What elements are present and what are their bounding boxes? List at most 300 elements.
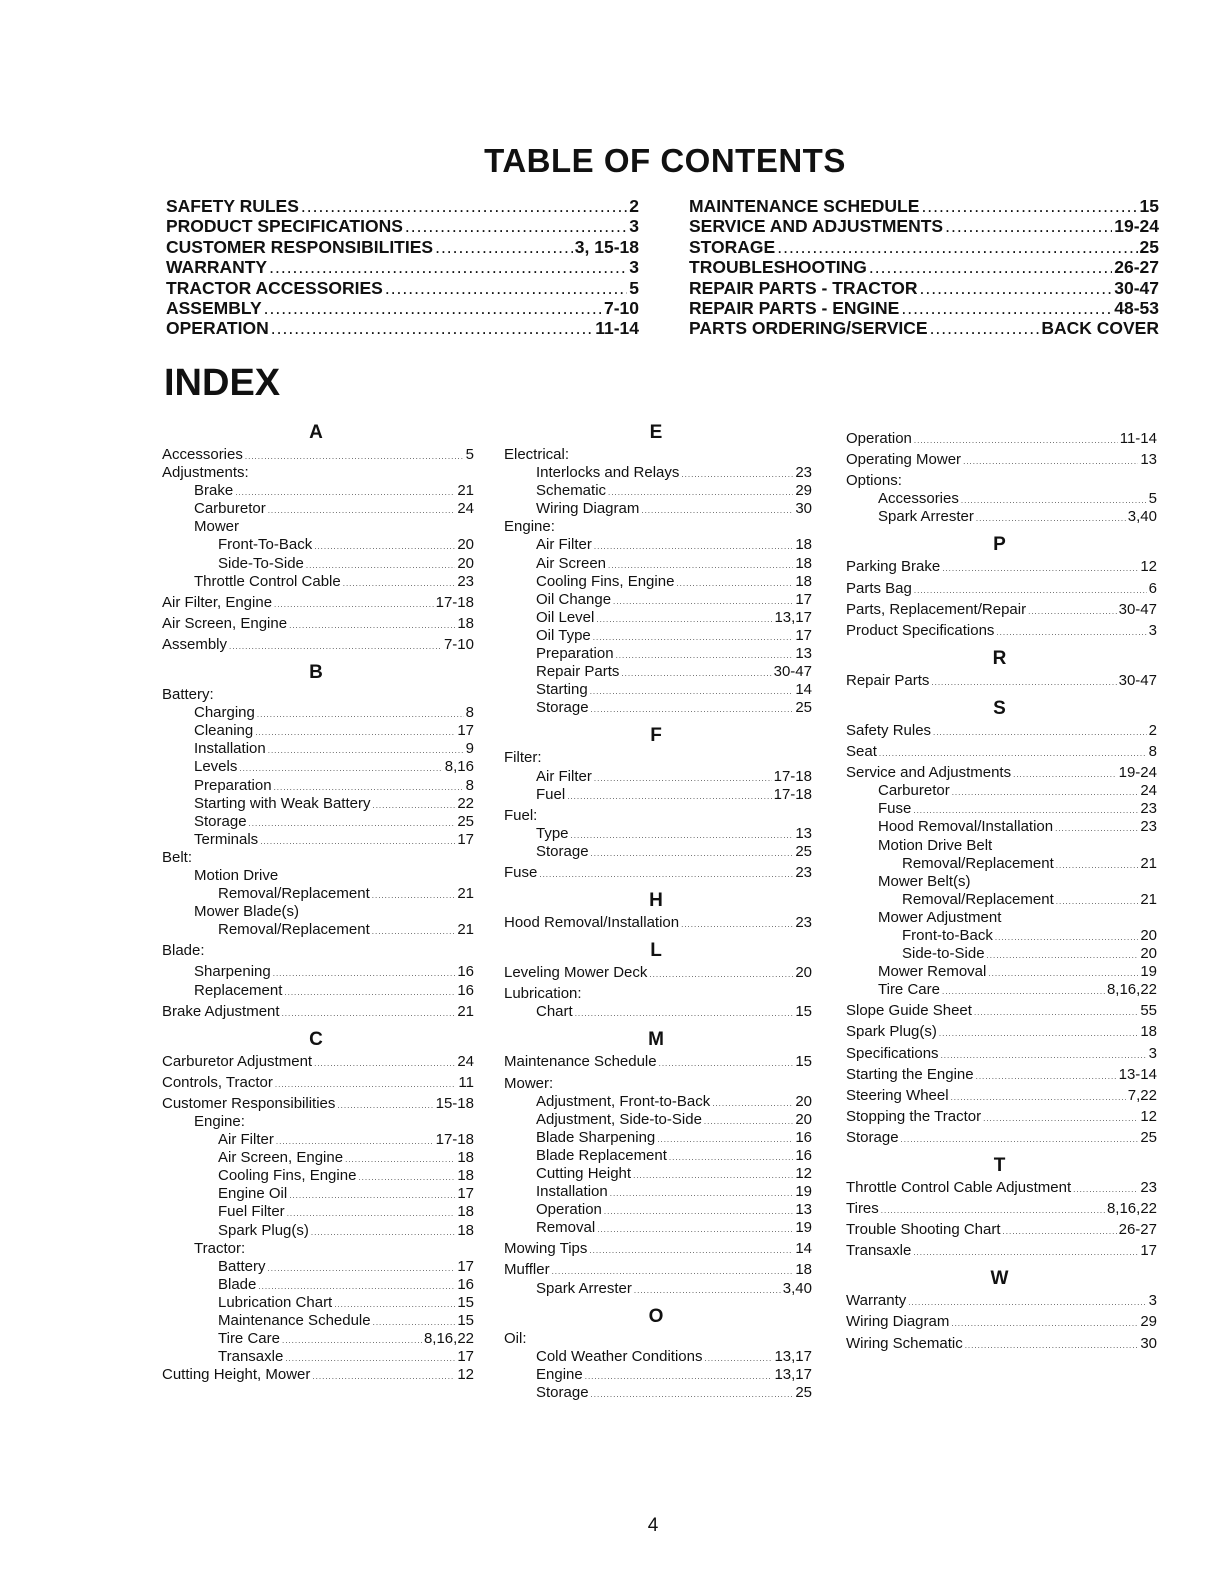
index-entry-label: Mower Blade(s) bbox=[194, 903, 300, 921]
index-entry bbox=[158, 942, 474, 960]
dot-leader bbox=[571, 825, 794, 842]
index-entry bbox=[158, 758, 474, 776]
index-entry-page: 13 bbox=[1140, 451, 1157, 469]
dot-leader bbox=[334, 1294, 455, 1311]
index-entry-label: Side-To-Side bbox=[218, 554, 304, 572]
index-entry bbox=[158, 885, 474, 903]
index-entry bbox=[842, 1200, 1157, 1218]
index-entry bbox=[842, 873, 1157, 891]
index-entry-label: Spark Arrester bbox=[878, 508, 974, 526]
dot-leader bbox=[1073, 1179, 1138, 1196]
index-entry-label: Engine: bbox=[504, 518, 555, 536]
dot-leader bbox=[372, 921, 456, 938]
index-entry-label: Fuel bbox=[536, 785, 566, 803]
index-entry bbox=[158, 573, 474, 591]
dot-leader bbox=[681, 464, 793, 481]
dot-leader bbox=[385, 278, 627, 299]
index-entry-label: Starting with Weak Battery bbox=[194, 794, 371, 812]
index-entry-label: Blade: bbox=[162, 942, 205, 960]
index-entry bbox=[500, 1183, 812, 1201]
index-entry-label: Cold Weather Conditions bbox=[536, 1347, 703, 1365]
index-letter-heading: M bbox=[648, 1029, 664, 1051]
dot-leader bbox=[435, 237, 573, 258]
index-entry-page: 17 bbox=[1140, 1242, 1157, 1260]
dot-leader bbox=[961, 490, 1147, 507]
toc-entry-label: STORAGE bbox=[689, 236, 776, 257]
toc-entry bbox=[689, 278, 1159, 298]
index-entry-page: 30 bbox=[1140, 1334, 1157, 1352]
index-entry-page: 16 bbox=[795, 1128, 812, 1146]
index-entry-label: Removal/Replacement bbox=[902, 890, 1054, 908]
dot-leader bbox=[996, 622, 1146, 639]
index-entry-label: Service and Adjustments bbox=[846, 764, 1012, 782]
index-entry-label: Schematic bbox=[536, 482, 607, 500]
index-entry-page: 16 bbox=[457, 981, 474, 999]
dot-leader bbox=[939, 1023, 1138, 1040]
index-entry bbox=[842, 672, 1157, 690]
dot-leader bbox=[257, 704, 464, 721]
dot-leader bbox=[974, 1002, 1138, 1019]
index-entry-page: 25 bbox=[795, 1383, 812, 1401]
index-entry bbox=[158, 1053, 474, 1071]
index-letter-heading: L bbox=[650, 940, 662, 962]
index-entry-label: Battery: bbox=[162, 686, 214, 704]
toc-entry-page: 15 bbox=[1139, 196, 1159, 216]
index-entry bbox=[500, 914, 812, 932]
dot-leader bbox=[633, 1165, 793, 1182]
index-entry-page: 17 bbox=[457, 1348, 474, 1366]
toc-entry-page: 5 bbox=[629, 277, 639, 298]
toc-right-column bbox=[689, 196, 1159, 339]
index-entry bbox=[842, 909, 1157, 927]
index-entry-label: Chart bbox=[536, 1003, 573, 1021]
index-entry-page: 25 bbox=[795, 842, 812, 860]
dot-leader bbox=[610, 1183, 794, 1200]
index-entry-page: 2 bbox=[1148, 721, 1157, 739]
index-title: INDEX bbox=[164, 362, 281, 404]
dot-leader bbox=[285, 1348, 455, 1365]
index-letter-heading: E bbox=[649, 422, 663, 443]
index-entry-label: Wiring Schematic bbox=[846, 1334, 963, 1352]
index-entry-label: Preparation bbox=[194, 776, 272, 794]
index-entry bbox=[500, 843, 812, 861]
dot-leader bbox=[1055, 818, 1138, 835]
dot-leader bbox=[245, 446, 464, 463]
index-entry-page: 23 bbox=[795, 464, 812, 482]
index-entry-label: Electrical: bbox=[504, 446, 570, 463]
dot-leader bbox=[268, 1258, 456, 1275]
toc-entry bbox=[689, 196, 1159, 216]
dot-leader bbox=[901, 1129, 1139, 1146]
index-entry bbox=[842, 1023, 1157, 1041]
index-entry bbox=[500, 699, 812, 717]
index-entry bbox=[842, 1179, 1157, 1197]
toc-entry-label: REPAIR PARTS - ENGINE bbox=[689, 297, 900, 318]
index-entry bbox=[500, 1093, 812, 1111]
index-entry-page: 3 bbox=[1148, 621, 1157, 639]
index-entry-page: 15 bbox=[457, 1312, 474, 1330]
index-entry-page: 22 bbox=[457, 794, 474, 812]
index-entry bbox=[158, 500, 474, 518]
index-entry-page: 13 bbox=[795, 1201, 812, 1219]
index-entry bbox=[158, 795, 474, 813]
index-entry-label: Engine: bbox=[194, 1113, 245, 1130]
index-entry-label: Accessories bbox=[162, 446, 243, 463]
index-entry bbox=[158, 1095, 474, 1113]
index-entry bbox=[158, 704, 474, 722]
index-entry bbox=[158, 518, 474, 536]
dot-leader bbox=[239, 758, 442, 775]
dot-leader bbox=[268, 500, 456, 517]
index-entry bbox=[842, 743, 1157, 761]
index-entry-page: 24 bbox=[457, 500, 474, 518]
index-entry-label: Air Filter bbox=[218, 1131, 274, 1149]
index-entry-page: 18 bbox=[457, 614, 474, 632]
toc-entry-page: 3 bbox=[629, 257, 639, 278]
index-entry-label: Spark Arrester bbox=[536, 1279, 632, 1297]
index-entry-page: 55 bbox=[1140, 1002, 1157, 1020]
dot-leader bbox=[942, 981, 1105, 998]
index-entry-page: 3,40 bbox=[782, 1279, 812, 1297]
index-entry bbox=[500, 964, 812, 982]
dot-leader bbox=[594, 536, 793, 553]
index-entry-label: Storage bbox=[846, 1128, 899, 1146]
index-entry-page: 13 bbox=[795, 824, 812, 842]
index-letter-heading: F bbox=[650, 725, 662, 747]
dot-leader bbox=[951, 1313, 1138, 1330]
index-entry bbox=[500, 825, 812, 843]
index-entry-page: 6 bbox=[1148, 579, 1157, 597]
index-entry-page: 12 bbox=[795, 1165, 812, 1182]
dot-leader bbox=[649, 964, 793, 981]
index-entry bbox=[158, 1167, 474, 1185]
index-entry-page: 30-47 bbox=[1118, 671, 1157, 689]
index-entry-label: Starting the Engine bbox=[846, 1065, 974, 1083]
index-entry bbox=[500, 1053, 812, 1071]
index-entry-label: Blade Replacement bbox=[536, 1146, 667, 1164]
index-entry bbox=[842, 490, 1157, 508]
index-entry-label: Motion Drive Belt bbox=[878, 836, 993, 854]
index-entry-page: 25 bbox=[1140, 1128, 1157, 1146]
index-entry-page: 18 bbox=[795, 536, 812, 554]
index-entry-page: 21 bbox=[1140, 854, 1157, 872]
index-entry-label: Muffler bbox=[504, 1261, 550, 1279]
index-entry-page: 18 bbox=[795, 1261, 812, 1279]
index-entry-label: Operation bbox=[846, 430, 912, 447]
index-entry bbox=[842, 1313, 1157, 1331]
dot-leader bbox=[589, 1240, 793, 1257]
index-entry bbox=[500, 1075, 812, 1093]
dot-leader bbox=[913, 800, 1138, 817]
dot-leader bbox=[268, 740, 464, 757]
index-entry bbox=[500, 663, 812, 681]
index-entry-page: 20 bbox=[795, 964, 812, 982]
index-entry-page: 18 bbox=[457, 1221, 474, 1239]
index-entry bbox=[500, 482, 812, 500]
index-entry bbox=[842, 622, 1157, 640]
dot-leader bbox=[952, 782, 1139, 799]
index-entry-page: 17 bbox=[457, 830, 474, 848]
dot-leader bbox=[657, 1129, 793, 1146]
dot-leader bbox=[591, 843, 794, 860]
toc-entry-label: SAFETY RULES bbox=[166, 196, 299, 216]
index-entry-label: Type bbox=[536, 824, 569, 842]
index-entry-page: 23 bbox=[1140, 1179, 1157, 1196]
index-entry bbox=[500, 1147, 812, 1165]
index-entry-page: 20 bbox=[795, 1092, 812, 1110]
index-entry bbox=[842, 891, 1157, 909]
dot-leader bbox=[539, 864, 793, 881]
index-entry bbox=[158, 963, 474, 981]
dot-leader bbox=[941, 1045, 1147, 1062]
dot-leader bbox=[596, 609, 772, 626]
index-entry-page: 3 bbox=[1148, 1292, 1157, 1310]
index-letter-heading: H bbox=[649, 890, 663, 912]
index-entry bbox=[158, 1294, 474, 1312]
index-entry-label: Lubrication Chart bbox=[218, 1293, 333, 1311]
index-entry bbox=[500, 500, 812, 518]
index-entry bbox=[500, 1240, 812, 1258]
index-entry bbox=[500, 1165, 812, 1183]
dot-leader bbox=[621, 663, 771, 680]
index-entry-page: 5 bbox=[465, 446, 474, 463]
index-entry-label: Mower bbox=[194, 518, 240, 536]
index-entry bbox=[500, 1261, 812, 1279]
index-entry-label: Installation bbox=[536, 1183, 608, 1201]
index-entry bbox=[842, 927, 1157, 945]
toc-entry-page: 3, 15-18 bbox=[574, 236, 639, 257]
dot-leader bbox=[274, 594, 434, 611]
dot-leader bbox=[593, 627, 794, 644]
index-entry-label: Storage bbox=[536, 842, 589, 860]
index-entry-label: Starting bbox=[536, 681, 588, 699]
index-entry-label: Fuse bbox=[504, 863, 538, 881]
dot-leader bbox=[881, 1200, 1105, 1217]
index-entry bbox=[500, 1003, 812, 1021]
index-entry bbox=[158, 464, 474, 482]
toc-entry-label: WARRANTY bbox=[166, 257, 268, 278]
toc-entry bbox=[689, 237, 1159, 257]
index-entry bbox=[500, 1111, 812, 1129]
index-entry-page: 18 bbox=[1140, 1023, 1157, 1041]
index-entry bbox=[158, 722, 474, 740]
dot-leader bbox=[260, 831, 455, 848]
index-entry-page: 23 bbox=[795, 914, 812, 932]
index-entry-page: 16 bbox=[795, 1146, 812, 1164]
index-entry-page: 17-18 bbox=[435, 1131, 474, 1149]
dot-leader bbox=[933, 722, 1147, 739]
index-entry-page: 17-18 bbox=[773, 785, 812, 803]
toc-entry-page: 11-14 bbox=[595, 318, 639, 339]
index-entry bbox=[500, 1384, 812, 1402]
dot-leader bbox=[641, 500, 793, 517]
index-entry-label: Operation bbox=[536, 1201, 602, 1219]
index-entry bbox=[158, 1185, 474, 1203]
index-column-2 bbox=[500, 422, 812, 1402]
index-entry-label: Oil Type bbox=[536, 626, 591, 644]
index-entry bbox=[158, 1074, 474, 1092]
index-entry-label: Charging bbox=[194, 704, 255, 722]
index-entry-page: 20 bbox=[457, 554, 474, 572]
index-entry bbox=[842, 1087, 1157, 1105]
index-entry-page: 24 bbox=[457, 1052, 474, 1070]
index-entry-label: Mower: bbox=[504, 1074, 554, 1092]
dot-leader bbox=[965, 1335, 1139, 1352]
index-entry-label: Battery bbox=[218, 1257, 266, 1275]
index-entry-label: Motion Drive bbox=[194, 866, 279, 884]
dot-leader bbox=[235, 482, 455, 499]
index-entry-page: 30-47 bbox=[1118, 600, 1157, 618]
toc-entry-label: PRODUCT SPECIFICATIONS bbox=[166, 216, 403, 237]
dot-leader bbox=[314, 536, 455, 553]
index-letter-heading: C bbox=[309, 1028, 323, 1050]
index-entry bbox=[158, 536, 474, 554]
dot-leader bbox=[289, 615, 455, 632]
dot-leader bbox=[914, 430, 1118, 447]
index-entry bbox=[500, 1366, 812, 1384]
index-entry-label: Repair Parts bbox=[846, 671, 930, 689]
index-entry-label: Engine Oil bbox=[218, 1185, 288, 1203]
index-entry bbox=[158, 1149, 474, 1167]
index-entry-page: 12 bbox=[1140, 558, 1157, 576]
index-entry bbox=[500, 1330, 812, 1348]
index-entry-label: Air Filter bbox=[536, 536, 592, 554]
dot-leader bbox=[269, 257, 627, 278]
dot-leader bbox=[264, 298, 602, 319]
index-entry-label: Parts Bag bbox=[846, 579, 912, 597]
index-entry-label: Interlocks and Relays bbox=[536, 464, 680, 482]
dot-leader bbox=[343, 573, 456, 590]
index-entry-label: Removal/Replacement bbox=[218, 885, 370, 903]
index-entry bbox=[500, 609, 812, 627]
index-entry-label: Seat bbox=[846, 743, 877, 761]
index-entry-label: Trouble Shooting Chart bbox=[846, 1221, 1001, 1239]
dot-leader bbox=[987, 945, 1139, 962]
index-entry-page: 13,17 bbox=[774, 1347, 812, 1365]
index-letter-heading: P bbox=[993, 534, 1006, 556]
dot-leader bbox=[777, 237, 1137, 258]
index-entry-page: 8,16,22 bbox=[1106, 981, 1157, 999]
dot-leader bbox=[1028, 601, 1117, 618]
index-entry-label: Air Screen, Engine bbox=[162, 614, 288, 632]
index-entry bbox=[500, 1348, 812, 1366]
index-entry-label: Transaxle bbox=[846, 1242, 912, 1260]
index-entry bbox=[842, 472, 1157, 490]
index-entry bbox=[842, 945, 1157, 963]
index-entry bbox=[500, 786, 812, 804]
index-entry bbox=[158, 1366, 474, 1384]
toc-entry bbox=[689, 298, 1159, 318]
index-entry-label: Parts, Replacement/Repair bbox=[846, 600, 1027, 618]
index-letter-heading: R bbox=[992, 647, 1007, 669]
index-entry-label: Removal bbox=[536, 1219, 596, 1237]
index-entry-label: Stopping the Tractor bbox=[846, 1107, 982, 1125]
index-entry bbox=[500, 446, 812, 464]
dot-leader bbox=[314, 1053, 455, 1070]
dot-leader bbox=[634, 1280, 781, 1297]
dot-leader bbox=[1056, 891, 1139, 908]
dot-leader bbox=[983, 1108, 1138, 1125]
index-entry bbox=[842, 818, 1157, 836]
index-entry bbox=[842, 837, 1157, 855]
index-entry-label: Fuel: bbox=[504, 806, 538, 824]
index-letter-heading: T bbox=[993, 1155, 1006, 1176]
dot-leader bbox=[311, 1222, 455, 1239]
index-entry bbox=[158, 849, 474, 867]
index-entry-label: Fuse bbox=[878, 800, 912, 818]
index-entry-label: Hood Removal/Installation bbox=[504, 914, 680, 932]
dot-leader bbox=[879, 743, 1147, 760]
index-entry-label: Mower Belt(s) bbox=[878, 872, 971, 890]
index-entry-page: 23 bbox=[457, 572, 474, 590]
dot-leader bbox=[988, 963, 1138, 980]
dot-leader bbox=[676, 573, 793, 590]
index-entry bbox=[842, 1066, 1157, 1084]
index-letter-heading: A bbox=[309, 422, 323, 443]
index-entry-page: 20 bbox=[457, 536, 474, 554]
toc-entry bbox=[166, 216, 639, 236]
index-entry-label: Adjustments: bbox=[162, 464, 249, 482]
index-entry-label: Levels bbox=[194, 758, 238, 776]
index-entry-label: Oil: bbox=[504, 1329, 527, 1347]
index-entry-page: 23 bbox=[1140, 818, 1157, 836]
index-entry-page: 15 bbox=[457, 1293, 474, 1311]
index-entry-page: 26-27 bbox=[1118, 1221, 1157, 1239]
dot-leader bbox=[659, 1053, 794, 1070]
index-entry-label: Cooling Fins, Engine bbox=[218, 1167, 357, 1185]
index-entry-label: Sharpening bbox=[194, 963, 271, 981]
index-entry bbox=[158, 1131, 474, 1149]
index-entry-label: Mower Adjustment bbox=[878, 908, 1002, 926]
index-entry bbox=[842, 800, 1157, 818]
index-entry-label: Front-to-Back bbox=[902, 926, 993, 944]
index-entry-label: Steering Wheel bbox=[846, 1086, 949, 1104]
index-entry bbox=[158, 1330, 474, 1348]
index-letter-heading: S bbox=[993, 697, 1006, 719]
index-entry-label: Carburetor Adjustment bbox=[162, 1052, 313, 1070]
index-entry-page: 21 bbox=[457, 1002, 474, 1020]
index-entry-label: Lubrication: bbox=[504, 985, 582, 1003]
dot-leader bbox=[995, 927, 1138, 944]
dot-leader bbox=[249, 813, 456, 830]
index-entry bbox=[158, 1276, 474, 1294]
index-entry-label: Transaxle bbox=[218, 1348, 284, 1366]
dot-leader bbox=[945, 216, 1112, 237]
index-entry bbox=[842, 855, 1157, 873]
toc-entry-page: 19-24 bbox=[1114, 216, 1159, 237]
index-entry-page: 8,16,22 bbox=[423, 1330, 474, 1348]
index-entry bbox=[500, 645, 812, 663]
dot-leader bbox=[590, 681, 794, 698]
index-letter-heading: B bbox=[309, 662, 323, 684]
index-entry bbox=[500, 749, 812, 767]
dot-leader bbox=[567, 786, 771, 803]
toc-title: TABLE OF CONTENTS bbox=[484, 142, 846, 179]
index-entry-page: 5 bbox=[1148, 490, 1157, 508]
index-letter-heading: O bbox=[648, 1305, 664, 1327]
index-entry-label: Warranty bbox=[846, 1292, 907, 1310]
index-entry bbox=[500, 1219, 812, 1237]
index-entry bbox=[842, 782, 1157, 800]
index-entry-page: 19 bbox=[1140, 963, 1157, 981]
index-entry-label: Spark Plug(s) bbox=[846, 1023, 937, 1041]
index-entry-label: Engine bbox=[536, 1365, 583, 1383]
index-entry-label: Oil Level bbox=[536, 608, 595, 626]
index-entry bbox=[158, 615, 474, 633]
index-entry bbox=[158, 1348, 474, 1366]
index-entry bbox=[842, 1335, 1157, 1353]
toc-entry bbox=[166, 318, 639, 338]
